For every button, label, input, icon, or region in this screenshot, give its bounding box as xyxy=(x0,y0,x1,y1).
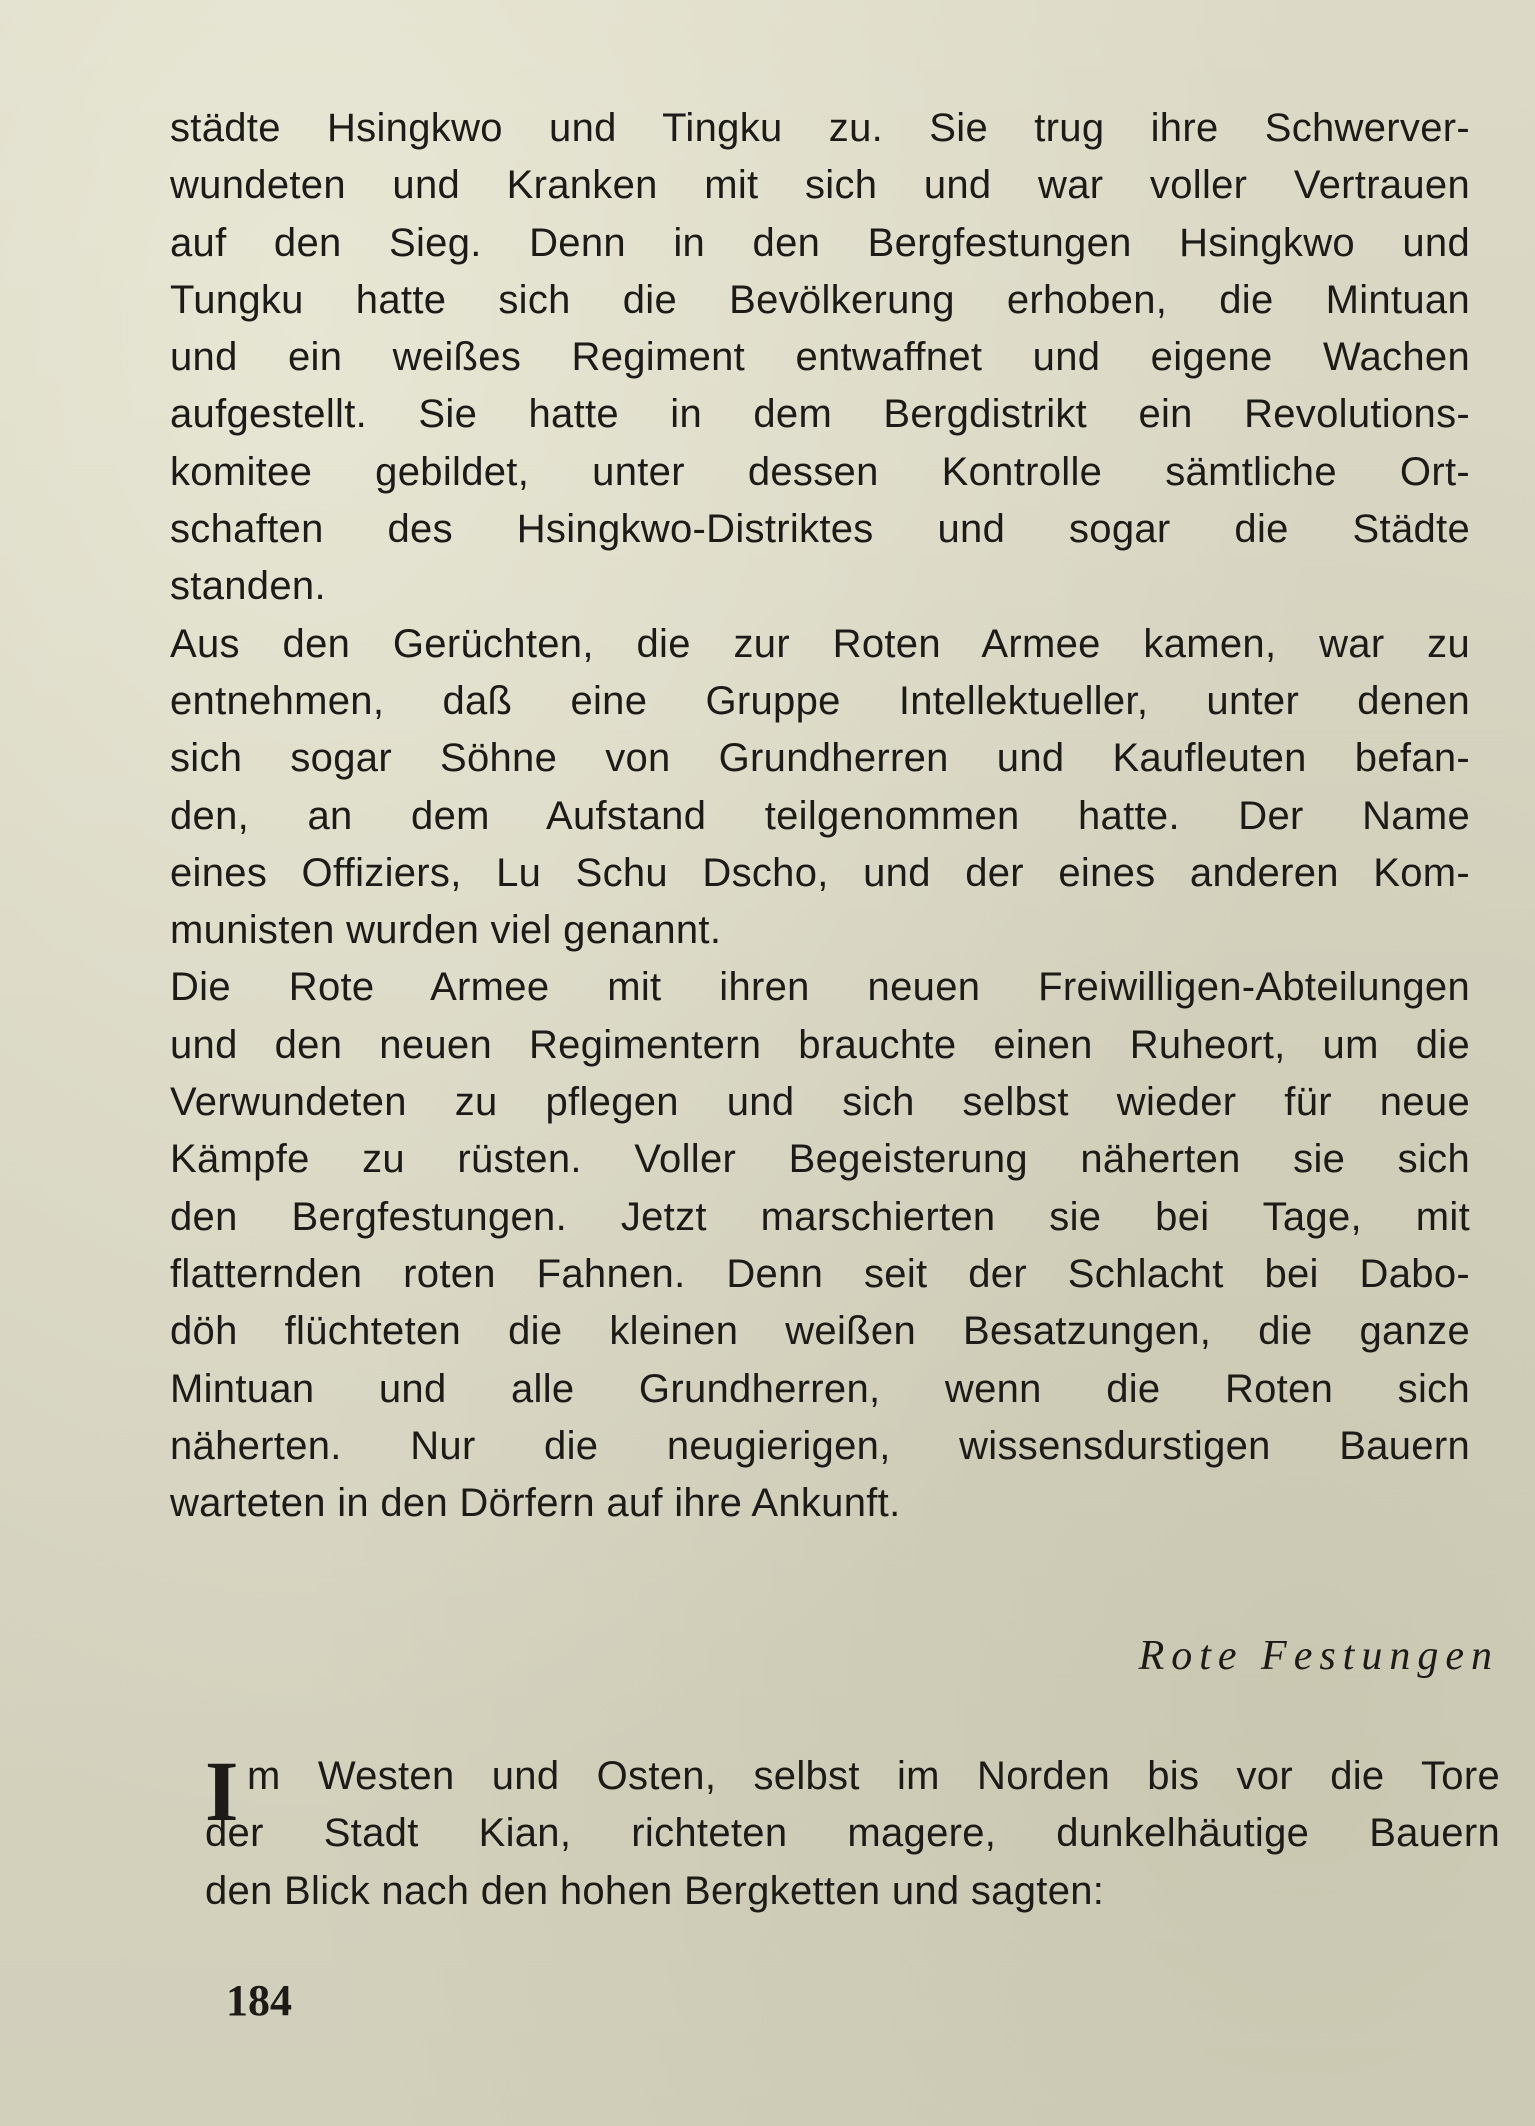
section-text xyxy=(205,1743,1500,1920)
text-line: Verwundeten zu pflegen und sich selbst wieder für neue xyxy=(170,1080,1470,1125)
text-line: Kämpfe zu rüsten. Voller Begeisterung näherten sie sich xyxy=(170,1137,1470,1182)
body-text xyxy=(170,100,1470,1532)
text-line: auf den Sieg. Denn in den Bergfestungen Hsingkwo und xyxy=(170,220,1470,265)
page-number: 184 xyxy=(226,1976,292,2025)
text-line: Mintuan und alle Grundherren, wenn die Roten sich xyxy=(170,1366,1470,1411)
text-line: sich sogar Söhne von Grundherren und Kaufleuten befan- xyxy=(170,736,1470,781)
text-line: Die Rote Armee mit ihren neuen Freiwilligen-Abteilungen xyxy=(170,965,1470,1010)
text-line: m Westen und Osten, selbst im Norden bis vor die Tore xyxy=(247,1754,1500,1798)
text-line: und ein weißes Regiment entwaffnet und eigene Wachen xyxy=(170,335,1470,380)
text-line: munisten wurden viel genannt. xyxy=(170,908,722,953)
text-line: Tungku hatte sich die Bevölkerung erhoben, die Mintuan xyxy=(170,277,1470,322)
section-heading: Rote Festungen xyxy=(1138,1633,1499,1679)
text-line: eines Offiziers, Lu Schu Dscho, und der eines anderen Kom- xyxy=(170,850,1470,895)
text-line: standen. xyxy=(170,564,326,609)
text-line: komitee gebildet, unter dessen Kontrolle sämtliche Ort- xyxy=(170,449,1470,494)
text-line: den Bergfestungen. Jetzt marschierten sie bei Tage, mit xyxy=(170,1194,1470,1239)
text-line: und den neuen Regimentern brauchte einen Ruheort, um die xyxy=(170,1022,1470,1067)
text-line: aufgestellt. Sie hatte in dem Bergdistrikt ein Revolutions- xyxy=(170,392,1470,437)
text-line: näherten. Nur die neugierigen, wissensdurstigen Bauern xyxy=(170,1423,1470,1468)
text-line: flatternden roten Fahnen. Denn seit der Schlacht bei Dabo- xyxy=(170,1251,1470,1296)
text-line: schaften des Hsingkwo-Distriktes und sogar die Städte xyxy=(170,507,1470,552)
text-line: Aus den Gerüchten, die zur Roten Armee kamen, war zu xyxy=(170,621,1470,666)
text-line: der Stadt Kian, richteten magere, dunkelhäutige Bauern xyxy=(205,1811,1500,1856)
text-line: wundeten und Kranken mit sich und war voller Vertrauen xyxy=(170,163,1470,208)
text-line: den Blick nach den hohen Bergketten und sagten: xyxy=(205,1868,1105,1913)
text-line: entnehmen, daß eine Gruppe Intellektueller, unter denen xyxy=(170,678,1470,723)
text-line: den, an dem Aufstand teilgenommen hatte. Der Name xyxy=(170,793,1470,838)
text-line: döh flüchteten die kleinen weißen Besatzungen, die ganze xyxy=(170,1309,1470,1354)
text-line: warteten in den Dörfern auf ihre Ankunft. xyxy=(170,1481,901,1526)
text-line: städte Hsingkwo und Tingku zu. Sie trug ihre Schwerver- xyxy=(170,106,1470,150)
drop-cap: I xyxy=(205,1743,239,1839)
